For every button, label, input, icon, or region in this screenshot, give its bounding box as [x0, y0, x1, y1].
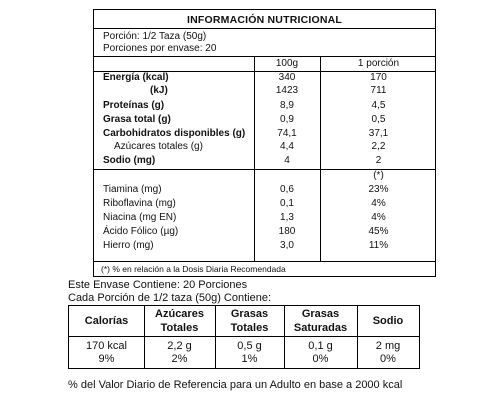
row-value-portion: 2,2	[371, 141, 386, 152]
row-label: Carbohidratos disponibles (g)	[103, 128, 246, 139]
row-label: Grasa total (g)	[103, 114, 171, 125]
vitamin-percent: 45%	[368, 226, 389, 237]
row-value-100g: 0,9	[280, 114, 294, 125]
row-label: Sodio (mg)	[103, 155, 156, 166]
percent-sodium: 0%	[380, 353, 396, 365]
header-satfat-line1: Grasas	[301, 308, 340, 320]
row-value-portion: 2	[375, 155, 382, 166]
header-fat-line1: Grasas	[230, 308, 269, 320]
vitamin-label: Hierro (mg)	[103, 240, 154, 251]
panel-title: INFORMACIÓN NUTRICIONAL	[186, 14, 343, 26]
vitamin-value-100g: 0,6	[280, 184, 294, 195]
row-value-100g: 1423	[275, 85, 299, 96]
row-label: Proteínas (g)	[103, 100, 165, 111]
vitamin-value-100g: 180	[278, 226, 296, 237]
vitamin-percent: 11%	[368, 240, 389, 251]
row-value-100g: 74,1	[277, 128, 297, 139]
divider	[94, 56, 435, 57]
row-value-100g: 4	[284, 155, 290, 166]
header-sugars-line1: Azúcares	[155, 308, 204, 320]
vitamin-value-100g: 3,0	[280, 240, 294, 251]
portion-size: Porción: 1/2 Taza (50g)	[103, 31, 207, 42]
reference-footer: % del Valor Diario de Referencia para un Adulto en base a 2000 kcal	[68, 379, 403, 391]
vitamin-value-100g: 0,1	[280, 198, 294, 209]
row-value-portion: 37,1	[368, 128, 389, 139]
divider	[69, 336, 419, 337]
header-portion: 1 porción	[357, 58, 400, 69]
header-satfat-line2: Saturadas	[293, 322, 348, 334]
value-sodium: 2 mg	[375, 340, 401, 352]
row-label: Azúcares totales (g)	[114, 141, 203, 152]
vitamin-label: Tiamina (mg)	[103, 184, 162, 195]
panel-footnote: (*) % en relación a la Dosis Diaria Recomendada	[101, 264, 286, 274]
row-value-100g: 8,9	[280, 100, 294, 111]
row-value-portion: 711	[370, 85, 387, 96]
vitamin-percent: 4%	[371, 198, 386, 209]
row-value-portion: 0,5	[371, 114, 386, 125]
percent-satfat: 0%	[312, 353, 329, 365]
divider	[94, 261, 435, 262]
header-sugars-line2: Totales	[160, 322, 199, 334]
row-value-100g: 4,4	[280, 141, 294, 152]
vitamin-percent: 23%	[368, 184, 389, 195]
header-100g: 100g	[275, 58, 299, 69]
vitamin-percent: 4%	[371, 212, 386, 223]
row-value-portion: 170	[370, 72, 387, 83]
header-sodium: Sodio	[372, 315, 404, 327]
percent-sugars: 2%	[171, 353, 188, 365]
servings-per-container: Porciones por envase: 20	[103, 43, 217, 54]
percent-fat: 1%	[241, 353, 258, 365]
value-sugars: 2,2 g	[167, 340, 192, 352]
vitamin-label: Niacina (mg EN)	[103, 212, 177, 223]
percent-calories: 9%	[98, 353, 115, 365]
value-satfat: 0,1 g	[308, 340, 333, 352]
vitamin-label: Riboflavina (mg)	[103, 198, 176, 209]
row-label: (kJ)	[150, 85, 168, 96]
value-calories: 170 kcal	[86, 340, 127, 352]
row-value-portion: 4,5	[371, 100, 386, 111]
summary-table	[68, 305, 420, 369]
value-fat: 0,5 g	[237, 340, 262, 352]
serving-contains-line: Cada Porción de 1/2 taza (50g) Contiene:	[68, 292, 272, 304]
row-value-100g: 340	[278, 72, 296, 83]
container-servings-line: Este Envase Contiene: 20 Porciones	[68, 279, 248, 291]
asterisk-header: (*)	[373, 170, 384, 181]
header-calories: Calorías	[84, 315, 129, 327]
header-fat-line2: Totales	[230, 322, 269, 334]
nutrition-panel	[93, 9, 436, 277]
vitamin-label: Ácido Fólico (µg)	[103, 226, 179, 237]
vitamin-value-100g: 1,3	[280, 212, 294, 223]
row-label: Energía (kcal)	[103, 72, 169, 83]
divider	[94, 28, 435, 29]
